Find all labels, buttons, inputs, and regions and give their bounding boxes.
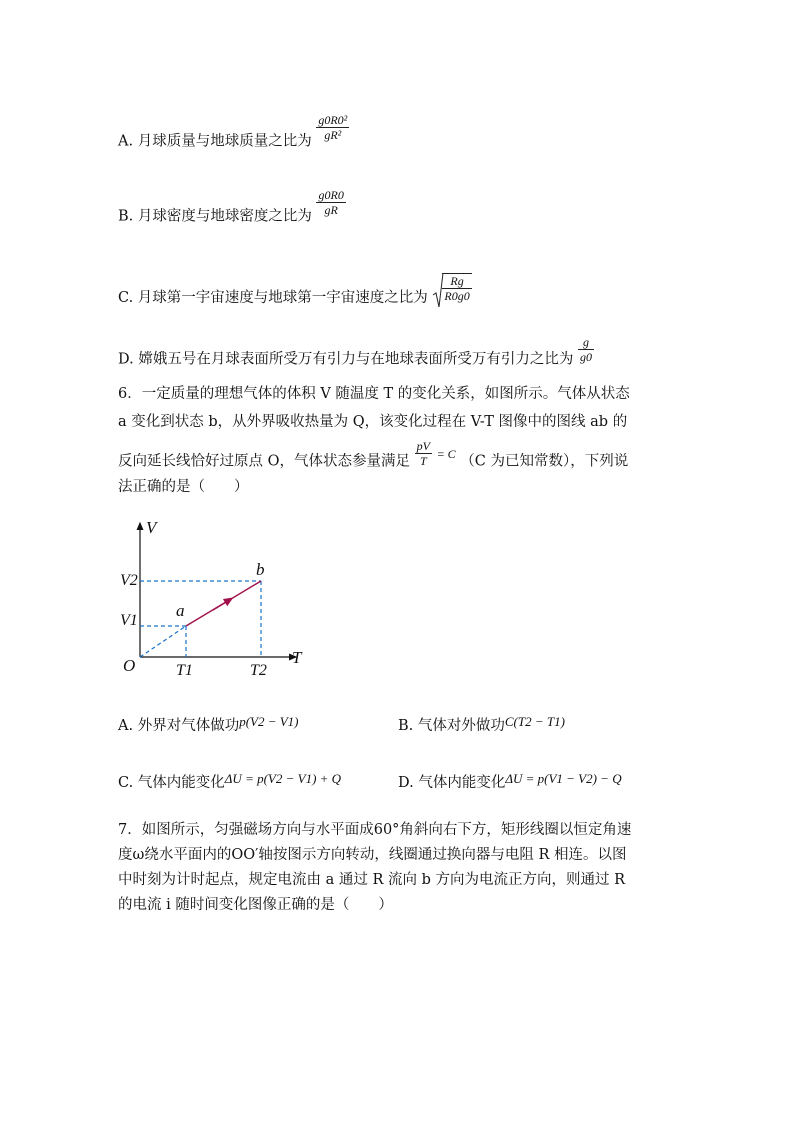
fraction-denominator: gR² — [324, 128, 342, 142]
q6-line1: 6．一定质量的理想气体的体积 V 随温度 T 的变化关系，如图所示。气体从状态 — [118, 386, 630, 402]
fraction-denominator: g0 — [579, 350, 592, 364]
direction-arrow-icon — [213, 599, 231, 610]
fraction-numerator: g — [578, 335, 594, 350]
option-label: C. — [118, 290, 134, 306]
v2-label: V2 — [120, 572, 138, 589]
sqrt-expression — [432, 273, 471, 303]
option-text: 月球质量与地球质量之比为 — [137, 133, 312, 150]
option-text: 气体内能变化 — [418, 775, 506, 791]
option-label: D. — [398, 775, 414, 791]
option-fraction — [442, 273, 471, 303]
option-label: A. — [118, 718, 134, 734]
t-axis-label: T — [292, 648, 302, 667]
origin-label: O — [123, 656, 136, 675]
q7-line2: 度ω绕水平面内的OO′轴按图示方向转动，线圈通过换向器与电阻 R 相连。以图 — [118, 847, 627, 863]
option-text: 气体内能变化 — [137, 775, 225, 791]
option-expression: p(V2 − V1) — [239, 714, 299, 729]
state-equation-rhs: = C — [436, 446, 456, 461]
q6-line3-tail: （C 为已知常数），下列说 — [460, 453, 629, 470]
fraction-numerator: g0R0² — [318, 113, 348, 127]
t1-label: T1 — [176, 662, 193, 679]
option-text: 嫦娥五号在月球表面所受万有引力与在地球表面所受万有引力之比为 — [138, 351, 574, 368]
q6-option-a — [118, 716, 299, 736]
option-text: 月球密度与地球密度之比为 — [137, 208, 312, 225]
option-fraction — [316, 113, 349, 142]
option-label: B. — [398, 718, 414, 734]
q6-line2: a 变化到状态 b，从外界吸收热量为 Q，该变化过程在 V-T 图像中的图线 ab 的 — [118, 414, 628, 430]
fraction-denominator: R0g0 — [444, 289, 470, 303]
q7-line3: 中时刻为计时起点，规定电流由 a 通过 R 流向 b 方向为电流正方向，则通过 R — [118, 872, 626, 888]
option-fraction — [578, 335, 594, 364]
option-fraction — [316, 188, 345, 217]
point-b-label: b — [256, 560, 265, 579]
q5-option-c — [118, 274, 472, 313]
option-expression: ΔU = p(V2 − V1) + Q — [224, 771, 342, 786]
q5-option-d — [118, 335, 594, 374]
option-label: A. — [118, 133, 134, 150]
q6-line4: 法正确的是（ ） — [118, 479, 249, 495]
option-expression: ΔU = p(V1 − V2) − Q — [505, 771, 622, 786]
option-label: D. — [118, 351, 134, 368]
q5-option-a — [118, 113, 349, 156]
v-axis-label: V — [146, 518, 157, 537]
fraction-denominator: T — [419, 454, 427, 468]
v1-label: V1 — [120, 612, 138, 629]
fraction-numerator: Rg — [442, 274, 471, 289]
q7-line1: 7．如图所示，匀强磁场方向与水平面成60°角斜向右下方，矩形线圈以恒定角速 — [118, 822, 632, 838]
q7-line4: 的电流 i 随时间变化图像正确的是（ ） — [118, 897, 393, 913]
q6-line3-text: 反向延长线恰好过原点 O，气体状态参量满足 — [118, 453, 410, 470]
q5-option-b — [118, 188, 346, 231]
option-text: 外界对气体做功 — [137, 718, 240, 734]
sqrt-sign-icon — [432, 269, 444, 309]
q6-option-b — [398, 716, 565, 736]
fraction-numerator: pV — [416, 439, 430, 453]
q6-option-c — [118, 773, 341, 793]
q6-line3 — [118, 439, 629, 476]
option-label: C. — [118, 775, 134, 791]
option-text: 气体对外做功 — [417, 718, 505, 734]
option-expression: C(T2 − T1) — [504, 714, 565, 729]
option-label: B. — [118, 208, 134, 225]
option-text: 月球第一宇宙速度与地球第一宇宙速度之比为 — [137, 290, 428, 306]
fraction-denominator: gR — [324, 203, 338, 217]
vt-graph — [118, 515, 318, 690]
q6-option-d — [398, 773, 622, 793]
state-equation-fraction — [415, 439, 432, 468]
point-a-label: a — [176, 601, 185, 620]
fraction-numerator: g0R0 — [318, 188, 344, 202]
t2-label: T2 — [250, 662, 267, 679]
